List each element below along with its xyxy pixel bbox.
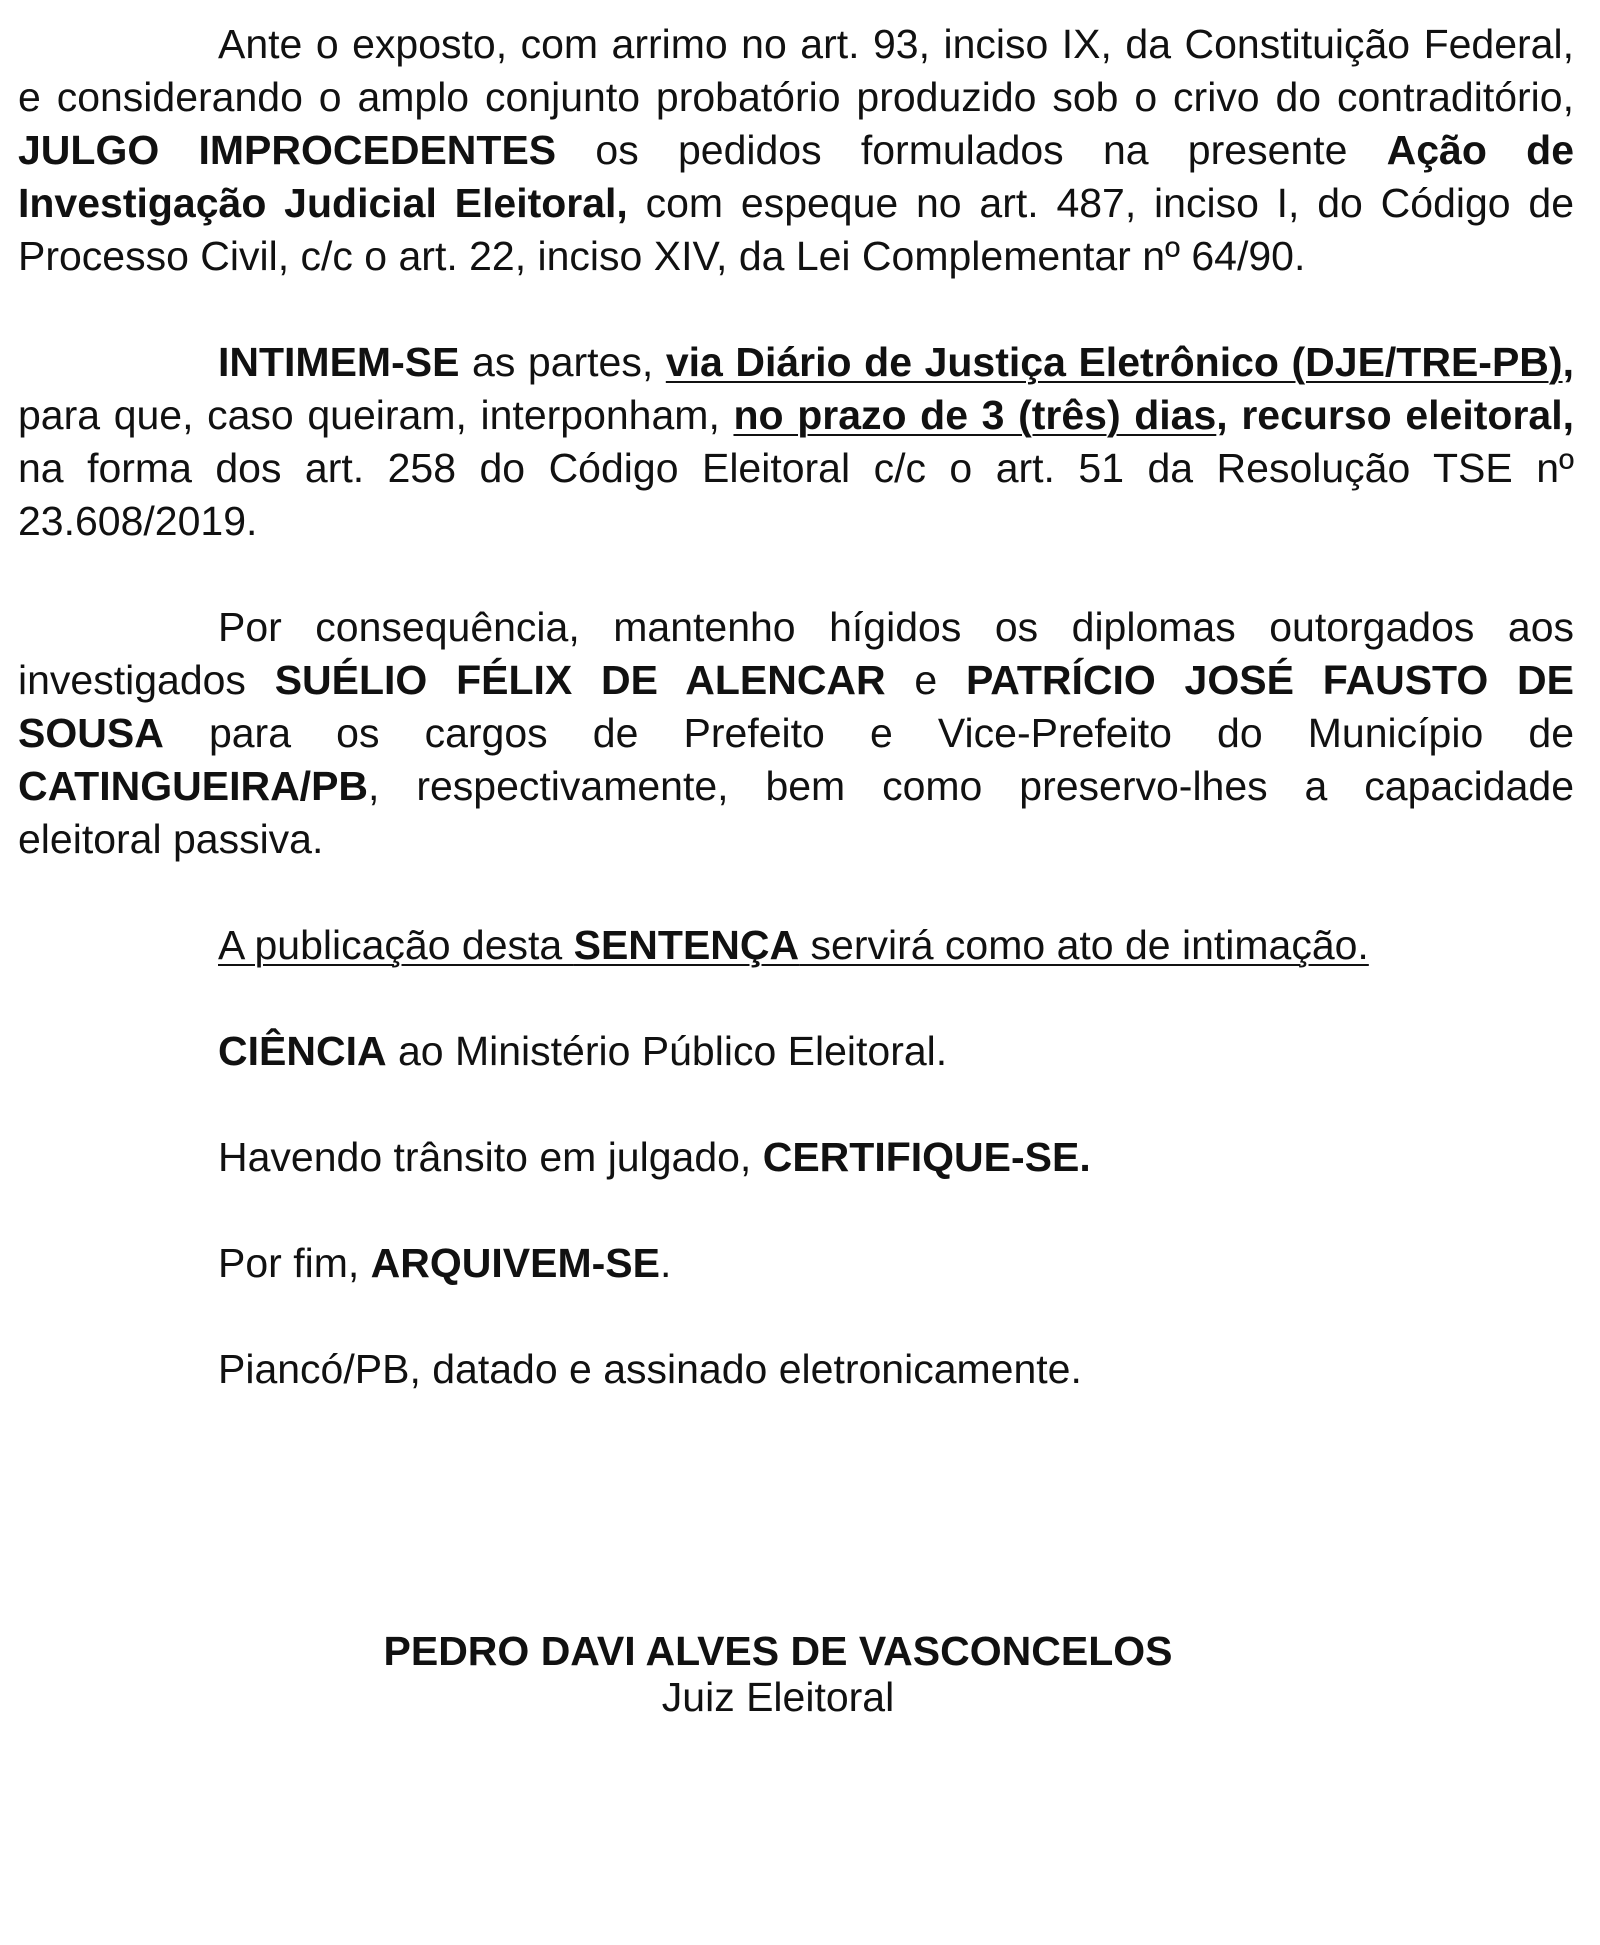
signature-block bbox=[0, 1628, 1556, 1720]
paragraph-ciencia bbox=[18, 1025, 1574, 1078]
text: para os cargos de Prefeito e Vice-Prefeito do Município de bbox=[163, 710, 1574, 756]
text: Ante o exposto, com arrimo no art. 93, inciso IX, da Constituição Federal, e considerando o amplo conjunto probatório produzido sob o crivo do contraditório, bbox=[18, 21, 1574, 120]
paragraph-certify bbox=[18, 1131, 1574, 1184]
paragraph-intimation bbox=[18, 336, 1574, 548]
underlined-bold-text: no prazo de 3 (três) dias bbox=[733, 392, 1217, 438]
paragraph-publication bbox=[18, 919, 1574, 972]
text: ao Ministério Público Eleitoral. bbox=[386, 1028, 948, 1074]
bold-text: CERTIFIQUE-SE. bbox=[762, 1134, 1091, 1180]
paragraph-judgment bbox=[18, 18, 1574, 283]
bold-text: INTIMEM-SE bbox=[218, 339, 460, 385]
bold-text: , recurso eleitoral, bbox=[1216, 392, 1574, 438]
text: os pedidos formulados na presente bbox=[556, 127, 1387, 173]
document-page bbox=[18, 18, 1574, 1396]
underlined-bold-text: via Diário de Justiça Eletrônico (DJE/TRE-PB) bbox=[665, 339, 1563, 385]
text: na forma dos art. 258 do Código Eleitoral c/c o art. 51 da Resolução TSE nº 23.608/2019. bbox=[18, 445, 1574, 544]
text: Por consequência, mantenho hígidos os diplomas outorgados aos investigados bbox=[18, 604, 1574, 703]
bold-text: JULGO IMPROCEDENTES bbox=[18, 127, 557, 173]
underlined-bold-text: SENTENÇA bbox=[573, 922, 800, 968]
text: , respectivamente, bem como preservo-lhes a capacidade eleitoral passiva. bbox=[18, 763, 1574, 862]
bold-text: PATRÍCIO JOSÉ FAUSTO DE SOUSA bbox=[18, 657, 1574, 756]
paragraph-consequence bbox=[18, 601, 1574, 866]
judge-role: Juiz Eleitoral bbox=[661, 1674, 895, 1720]
text: Piancó/PB, datado e assinado eletronicamente. bbox=[218, 1346, 1082, 1392]
paragraph-archive bbox=[18, 1237, 1574, 1290]
underlined-text: servirá como ato de intimação. bbox=[799, 922, 1369, 968]
bold-text: Ação de Investigação Judicial Eleitoral, bbox=[18, 127, 1575, 226]
text: para que, caso queiram, interponham, bbox=[18, 392, 734, 438]
bold-text: , bbox=[1562, 339, 1574, 385]
bold-text: SUÉLIO FÉLIX DE ALENCAR bbox=[274, 657, 886, 703]
judge-name: PEDRO DAVI ALVES DE VASCONCELOS bbox=[383, 1628, 1173, 1674]
text: . bbox=[659, 1240, 672, 1286]
bold-text: CIÊNCIA bbox=[218, 1028, 387, 1074]
text: Havendo trânsito em julgado, bbox=[218, 1134, 763, 1180]
text: as partes, bbox=[459, 339, 666, 385]
paragraph-place-date bbox=[18, 1343, 1574, 1396]
text: com espeque no art. 487, inciso I, do Código de Processo Civil, c/c o art. 22, inciso XIV, da Lei Complementar nº 64/90. bbox=[18, 180, 1574, 279]
bold-text: ARQUIVEM-SE bbox=[370, 1240, 660, 1286]
underlined-text: A publicação desta bbox=[218, 922, 574, 968]
bold-text: CATINGUEIRA/PB bbox=[18, 763, 369, 809]
text: Por fim, bbox=[218, 1240, 371, 1286]
text: e bbox=[885, 657, 966, 703]
